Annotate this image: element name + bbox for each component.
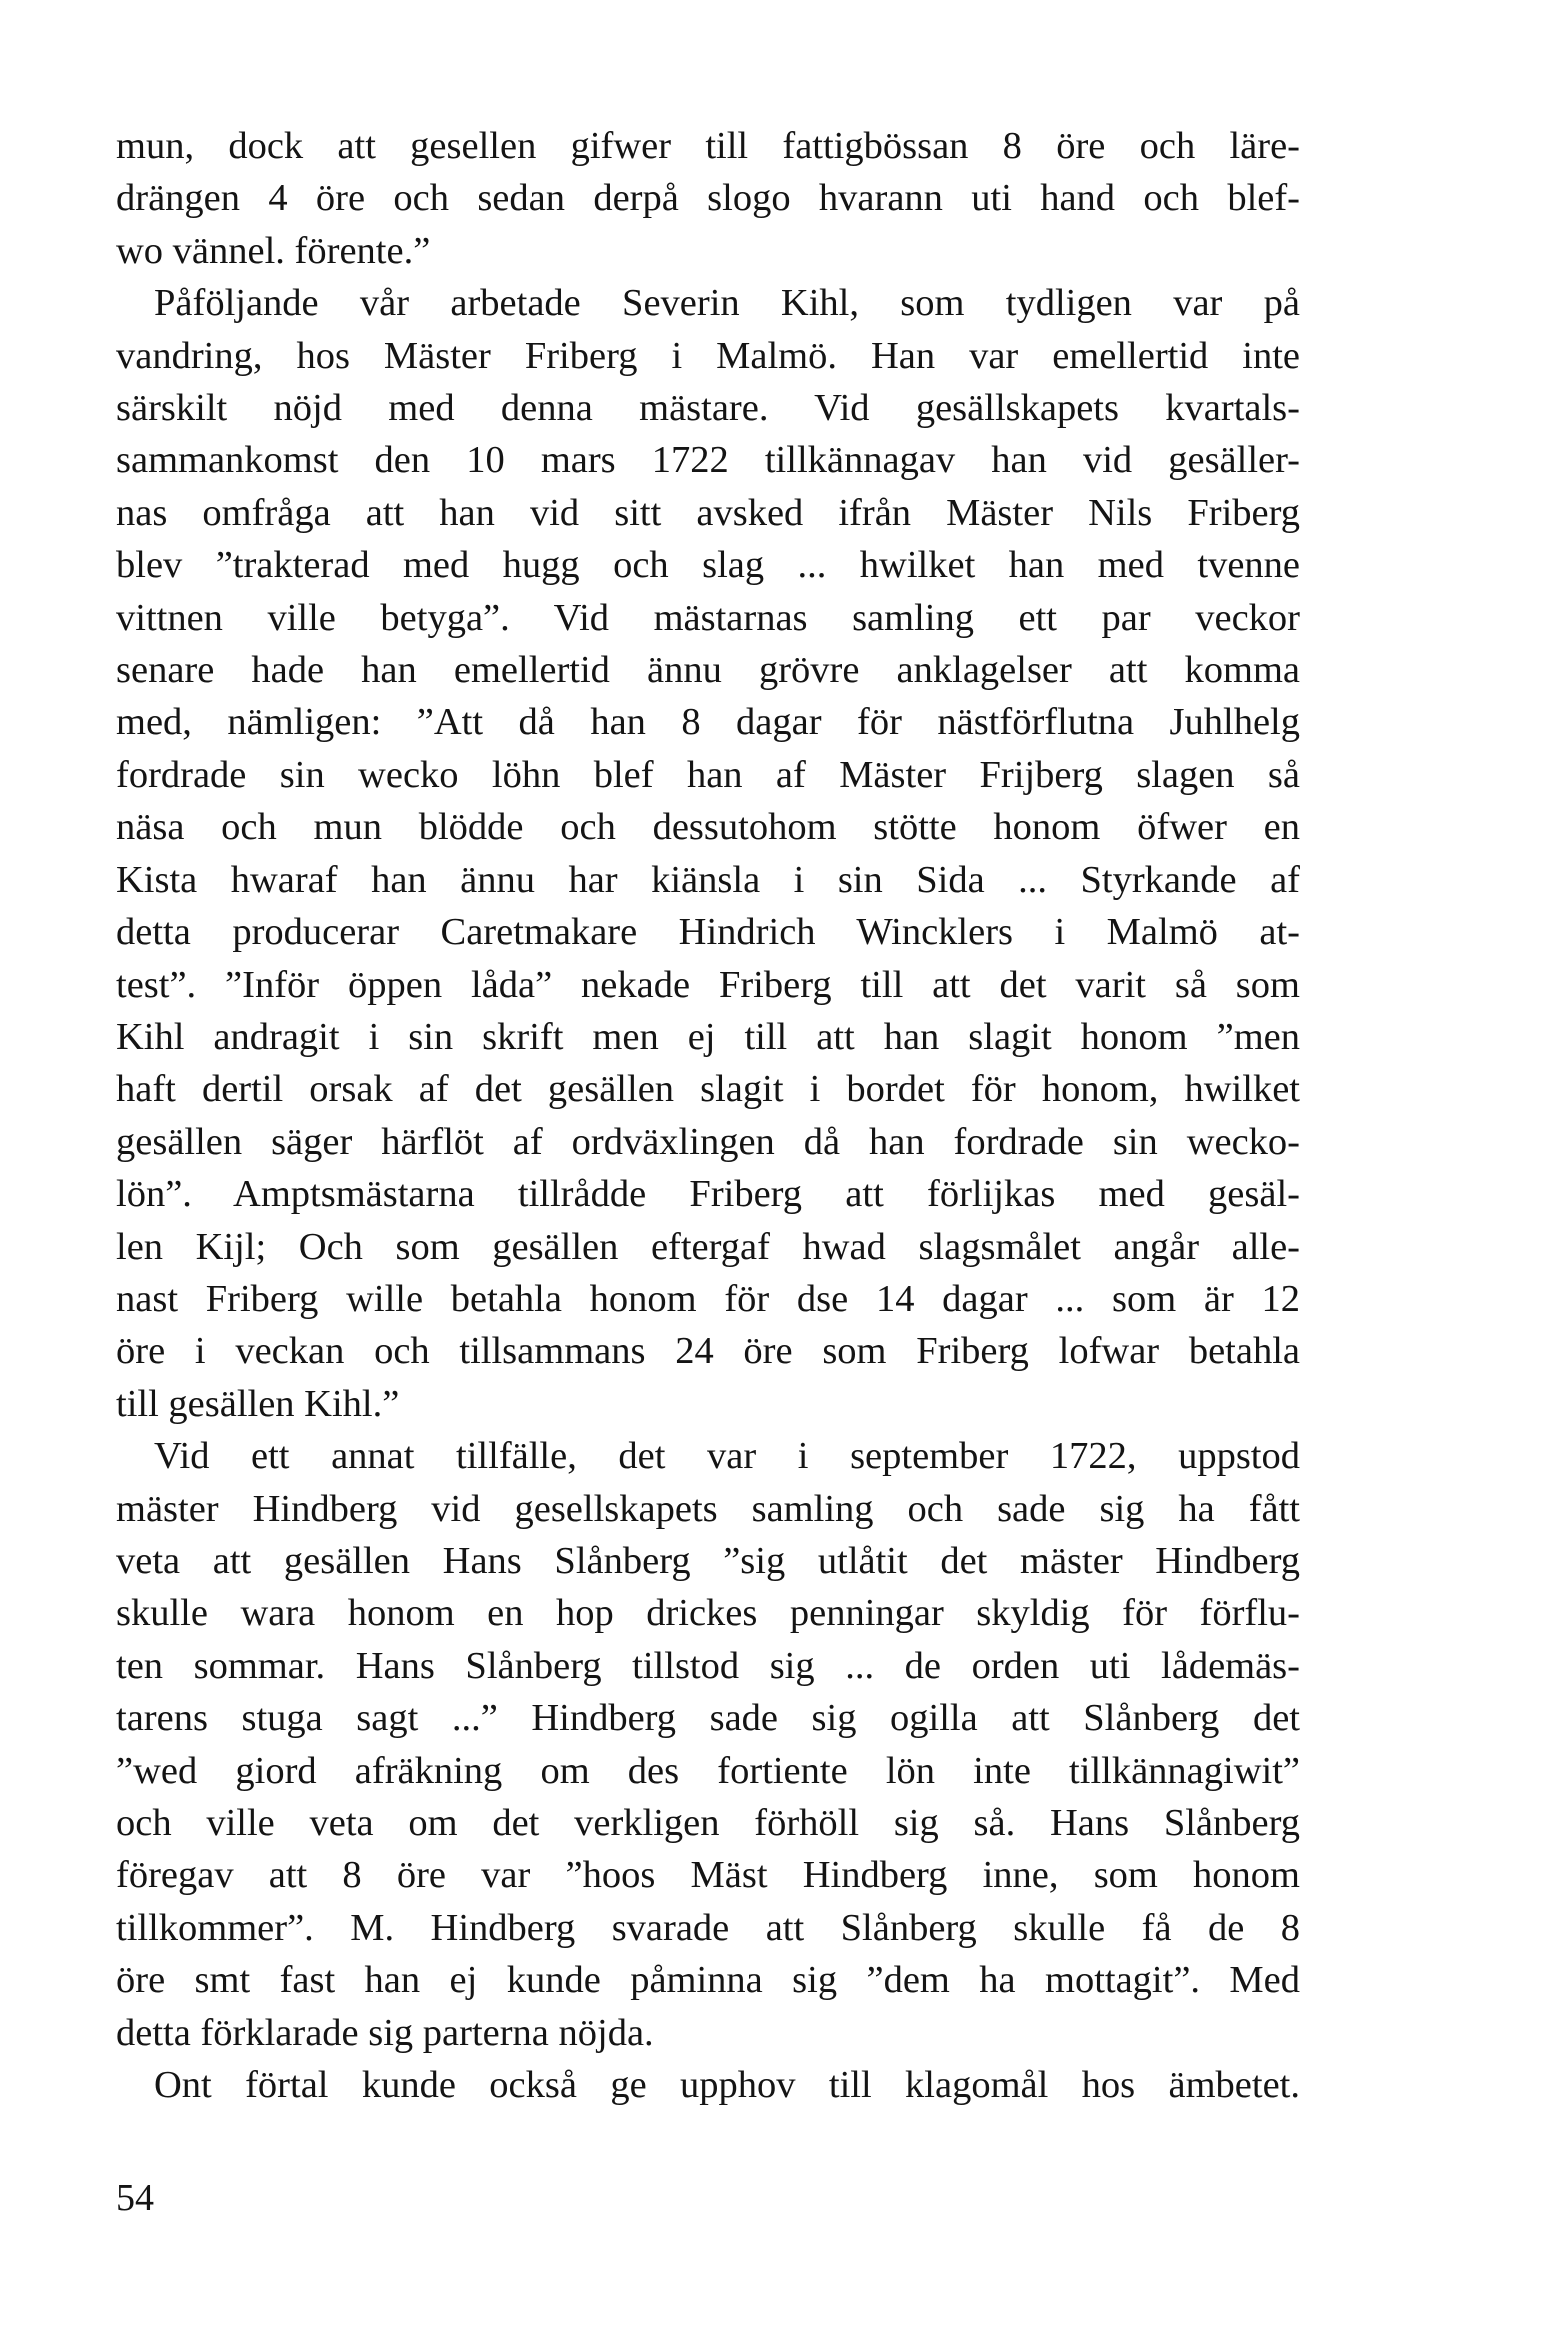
text-line: test”. ”Inför öppen låda” nekade Friberg till att det varit så som bbox=[116, 963, 1300, 1006]
text-line: med, nämligen: ”Att då han 8 dagar för nästförflutna Juhlhelg bbox=[116, 701, 1300, 744]
text-line: haft dertil orsak af det gesällen slagit i bordet för honom, hwilket bbox=[116, 1068, 1300, 1111]
text-line: senare hade han emellertid ännu grövre anklagelser att komma bbox=[116, 649, 1300, 692]
text-line: lön”. Amptsmästarna tillrådde Friberg att förlijkas med gesäl- bbox=[116, 1173, 1300, 1216]
text-line: wo vännel. förente.” bbox=[116, 229, 431, 272]
text-line: sammankomst den 10 mars 1722 tillkännagav han vid gesäller- bbox=[116, 439, 1300, 482]
text-line: tillkommer”. M. Hindberg svarade att Slånberg skulle få de 8 bbox=[116, 1906, 1300, 1949]
text-line: särskilt nöjd med denna mästare. Vid gesällskapets kvartals- bbox=[116, 387, 1300, 430]
text-line: fordrade sin wecko löhn blef han af Mäster Frijberg slagen så bbox=[116, 753, 1300, 796]
text-line: detta förklarade sig parterna nöjda. bbox=[116, 2011, 654, 2054]
text-line: vandring, hos Mäster Friberg i Malmö. Han var emellertid inte bbox=[116, 334, 1300, 377]
text-line: ten sommar. Hans Slånberg tillstod sig ... de orden uti lådemäs- bbox=[116, 1644, 1300, 1687]
text-line: Kihl andragit i sin skrift men ej till att han slagit honom ”men bbox=[116, 1015, 1300, 1058]
text-line: vittnen ville betyga”. Vid mästarnas samling ett par veckor bbox=[116, 596, 1300, 639]
text-line: näsa och mun blödde och dessutohom stötte honom öfwer en bbox=[116, 806, 1300, 849]
text-line: föregav att 8 öre var ”hoos Mäst Hindberg inne, som honom bbox=[116, 1854, 1300, 1897]
text-line: Påföljande vår arbetade Severin Kihl, som tydligen var på bbox=[154, 282, 1300, 325]
text-line: nas omfråga att han vid sitt avsked ifrån Mäster Nils Friberg bbox=[116, 491, 1300, 534]
text-line: tarens stuga sagt ...” Hindberg sade sig ogilla att Slånberg det bbox=[116, 1697, 1300, 1740]
text-line: blev ”trakterad med hugg och slag ... hwilket han med tvenne bbox=[116, 544, 1300, 587]
text-line: Ont förtal kunde också ge upphov till klagomål hos ämbetet. bbox=[154, 2064, 1300, 2107]
text-line: drängen 4 öre och sedan derpå slogo hvarann uti hand och blef- bbox=[116, 177, 1300, 220]
text-line: Kista hwaraf han ännu har kiänsla i sin Sida ... Styrkande af bbox=[116, 858, 1300, 901]
text-line: detta producerar Caretmakare Hindrich Wincklers i Malmö at- bbox=[116, 911, 1300, 954]
text-line: till gesällen Kihl.” bbox=[116, 1382, 400, 1425]
text-line: gesällen säger härflöt af ordväxlingen då han fordrade sin wecko- bbox=[116, 1120, 1300, 1163]
text-line: öre i veckan och tillsammans 24 öre som Friberg lofwar betahla bbox=[116, 1330, 1300, 1373]
text-line: mun, dock att gesellen gifwer till fattigbössan 8 öre och läre- bbox=[116, 125, 1300, 167]
text-line: len Kijl; Och som gesällen eftergaf hwad slagsmålet angår alle- bbox=[116, 1225, 1300, 1268]
text-line: öre smt fast han ej kunde påminna sig ”dem ha mottagit”. Med bbox=[116, 1959, 1300, 2002]
text-line: skulle wara honom en hop drickes penningar skyldig för förflu- bbox=[116, 1592, 1300, 1635]
text-line: Vid ett annat tillfälle, det var i september 1722, uppstod bbox=[154, 1435, 1300, 1478]
text-line: ”wed giord afräkning om des fortiente lön inte tillkännagiwit” bbox=[116, 1749, 1300, 1792]
text-line: och ville veta om det verkligen förhöll sig så. Hans Slånberg bbox=[116, 1802, 1300, 1844]
text-line: nast Friberg wille betahla honom för dse 14 dagar ... som är 12 bbox=[116, 1277, 1300, 1320]
body-text bbox=[116, 120, 1300, 2111]
text-line: veta att gesällen Hans Slånberg ”sig utlåtit det mäster Hindberg bbox=[116, 1539, 1300, 1582]
text-line: mäster Hindberg vid gesellskapets samling och sade sig ha fått bbox=[116, 1487, 1300, 1530]
page-number: 54 bbox=[116, 2177, 154, 2219]
